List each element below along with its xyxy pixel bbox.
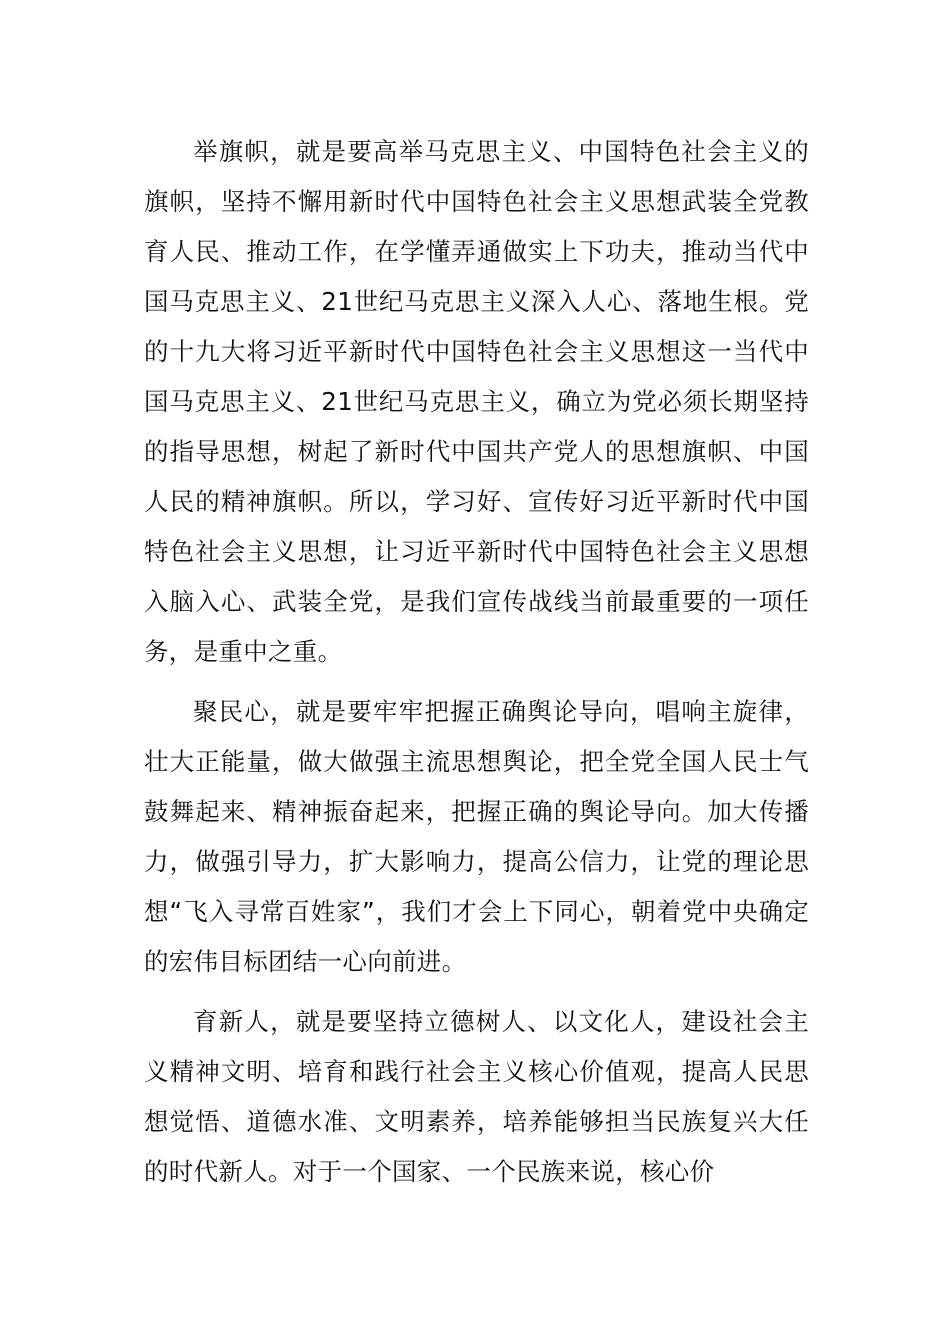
document-body [144,127,809,1207]
paragraph-raise-banner: 举旗帜，就是要高举马克思主义、中国特色社会主义的旗帜，坚持不懈用新时代中国特色社会主义思想武装全党教育人民、推动工作，在学懂弄通做实上下功夫，推动当代中国马克思主义、21世纪马克思主义深入人心、落地生根。党的十九大将习近平新时代中国特色社会主义思想这一当代中国马克思主义、21世纪马克思主义，确立为党必须长期坚持的指导思想，树起了新时代中国共产党人的思想旗帜、中国人民的精神旗帜。所以，学习好、宣传好习近平新时代中国特色社会主义思想，让习近平新时代中国特色社会主义思想入脑入心、武装全党，是我们宣传战线当前最重要的一项任务，是重中之重。 [144,137,809,666]
paragraph-cultivate-people: 育新人，就是要坚持立德树人、以文化人，建设社会主义精神文明、培育和践行社会主义核心价值观，提高人民思想觉悟、道德水准、文明素养，培养能够担当民族复兴大任的时代新人。对于一个国家、一个民族来说，核心价 [144,1007,809,1186]
paragraph-unite-hearts: 聚民心，就是要牢牢把握正确舆论导向，唱响主旋律，壮大正能量，做大做强主流思想舆论，把全党全国人民士气鼓舞起来、精神振奋起来，把握正确的舆论导向。加大传播力，做强引导力，扩大影响力，提高公信力，让党的理论思想“飞入寻常百姓家”，我们才会上下同心，朝着党中央确定的宏伟目标团结一心向前进。 [144,697,809,976]
